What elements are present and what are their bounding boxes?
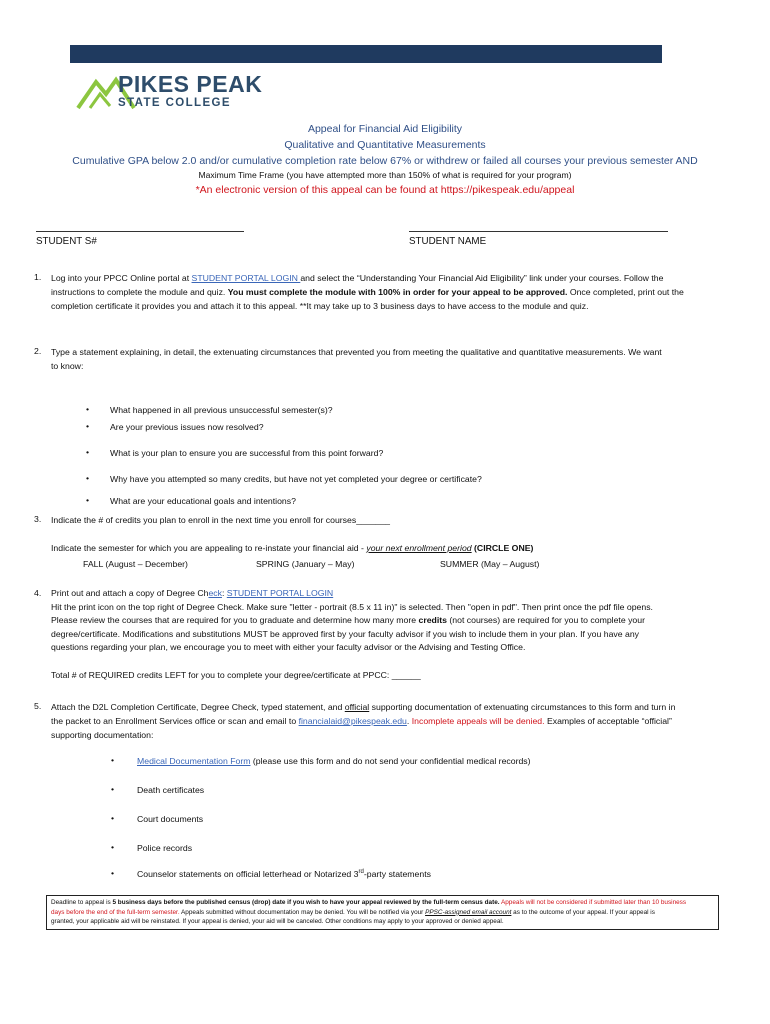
deadline-note-box: Deadline to appeal is 5 business days before the published census (drop) date if you wish to have your appeal reviewed by the full-term census date. Appeals will not be considered if submitted later than 10 business days before the end of the full-term semester. Appeals submitted without documentation may be denied. You will be notified via your PPSC-assigned email account as to the outcome of your appeal. If your appeal is granted, your applicable aid will be reinstated. If your appeal is denied, your aid will be canceled. Other conditions may apply to your approved or denied appeal. bbox=[46, 895, 719, 930]
financial-aid-email-link[interactable]: financialaid@pikespeak.edu bbox=[298, 716, 407, 726]
step-number: 3. bbox=[34, 514, 42, 524]
documentation-item: Death certificates bbox=[137, 785, 205, 795]
bullet: • bbox=[111, 868, 115, 878]
form-title: Appeal for Financial Aid Eligibility bbox=[307, 123, 463, 135]
required-credits-line: Total # of REQUIRED credits LEFT for you to complete your degree/certificate at PPCC: ______ bbox=[51, 670, 421, 680]
step3-credits: Indicate the # of credits you plan to enroll in the next time you enroll for courses_______ bbox=[51, 515, 391, 525]
college-subname: STATE COLLEGE bbox=[118, 97, 231, 109]
bullet: • bbox=[86, 447, 90, 457]
question-item: What happened in all previous unsuccessful semester(s)? bbox=[110, 405, 333, 415]
form-timeframe: Maximum Time Frame (you have attempted more than 150% of what is required for your program) bbox=[198, 170, 572, 180]
step-number: 1. bbox=[34, 272, 42, 282]
bullet: • bbox=[111, 755, 115, 765]
form-criteria: Cumulative GPA below 2.0 and/or cumulative completion rate below 67% or withdrew or failed all courses your previous semester AND bbox=[72, 155, 698, 167]
step3-semester: Indicate the semester for which you are appealing to re-instate your financial aid - your next enrollment period (CIRCLE ONE) bbox=[51, 543, 534, 553]
bullet: • bbox=[86, 404, 90, 414]
step-number: 5. bbox=[34, 701, 42, 711]
form-subtitle: Qualitative and Quantitative Measurements bbox=[284, 139, 486, 151]
step-number: 4. bbox=[34, 588, 42, 598]
option-spring[interactable]: SPRING (January – May) bbox=[256, 559, 355, 569]
documentation-item: Court documents bbox=[137, 814, 204, 824]
student-name-label: STUDENT NAME bbox=[409, 236, 487, 247]
electronic-version-note: *An electronic version of this appeal can be found at https://pikespeak.edu/appeal bbox=[195, 184, 575, 196]
step1-text: Log into your PPCC Online portal at STUDENT PORTAL LOGIN and select the “Understanding Your Financial Aid Eligibility” link under your courses. Follow the instructions to complete the module and quiz. You must complete the module with 100% in order for your appeal to be approved. Once completed, print out the completion certificate it provides you and attach it to this appeal. **It may take up to 3 business days to have access to the module and quiz. bbox=[51, 273, 684, 311]
question-item: What is your plan to ensure you are successful from this point forward? bbox=[110, 448, 384, 458]
bullet: • bbox=[111, 784, 115, 794]
documentation-item: Medical Documentation Form (please use this form and do not send your confidential medical records) bbox=[137, 756, 531, 766]
step4-text: Print out and attach a copy of Degree Check: STUDENT PORTAL LOGIN Hit the print icon on the top right of Degree Check. Make sure "letter - portrait (8.5 x 11 in)" is selected. Then "open in pdf". Then print once the pdf file opens. Please review the courses that are required for you to graduate and determine how many more credits (not courses) are required for you to complete your degree/certificate. Modifications and substitutions MUST be approved first by your faculty advisor if you wish to include them in your plan. If you have any questions regarding your plan, we encourage you to meet with either your faculty advisor or the Advising and Testing Office. bbox=[51, 588, 653, 652]
student-id-line[interactable] bbox=[36, 231, 244, 232]
bullet: • bbox=[86, 495, 90, 505]
option-summer[interactable]: SUMMER (May – August) bbox=[440, 559, 540, 569]
documentation-item: Counselor statements on official letterhead or Notarized 3rd-party statements bbox=[137, 869, 431, 879]
student-id-label: STUDENT S# bbox=[36, 236, 97, 247]
medical-documentation-form-link[interactable]: Medical Documentation Form bbox=[137, 756, 251, 766]
option-fall[interactable]: FALL (August – December) bbox=[83, 559, 188, 569]
step5-text: Attach the D2L Completion Certificate, Degree Check, typed statement, and official supporting documentation of extenuating circumstances to this form and turn in the packet to an Enrollment Services office or scan and email to financialaid@pikespeak.edu. Incomplete appeals will be denied. Examples of acceptable “official” supporting documentation: bbox=[51, 702, 676, 740]
degree-check-link[interactable]: eck bbox=[208, 588, 222, 598]
bullet: • bbox=[111, 842, 115, 852]
bullet: • bbox=[86, 473, 90, 483]
question-item: Are your previous issues now resolved? bbox=[110, 422, 264, 432]
student-portal-link[interactable]: STUDENT PORTAL LOGIN bbox=[191, 273, 301, 283]
documentation-item: Police records bbox=[137, 843, 193, 853]
college-name: PIKES PEAK bbox=[118, 71, 263, 97]
question-item: What are your educational goals and intentions? bbox=[110, 496, 296, 506]
student-portal-link-2[interactable]: STUDENT PORTAL LOGIN bbox=[226, 588, 334, 598]
bullet: • bbox=[86, 421, 90, 431]
bullet: • bbox=[111, 813, 115, 823]
student-name-line[interactable] bbox=[409, 231, 668, 232]
step2-text: Type a statement explaining, in detail, the extenuating circumstances that prevented you from meeting the qualitative and quantitative measurements. We want to know: bbox=[51, 347, 662, 371]
header-bar bbox=[70, 45, 662, 63]
step-number: 2. bbox=[34, 346, 42, 356]
question-item: Why have you attempted so many credits, but have not yet completed your degree or certificate? bbox=[110, 474, 482, 484]
